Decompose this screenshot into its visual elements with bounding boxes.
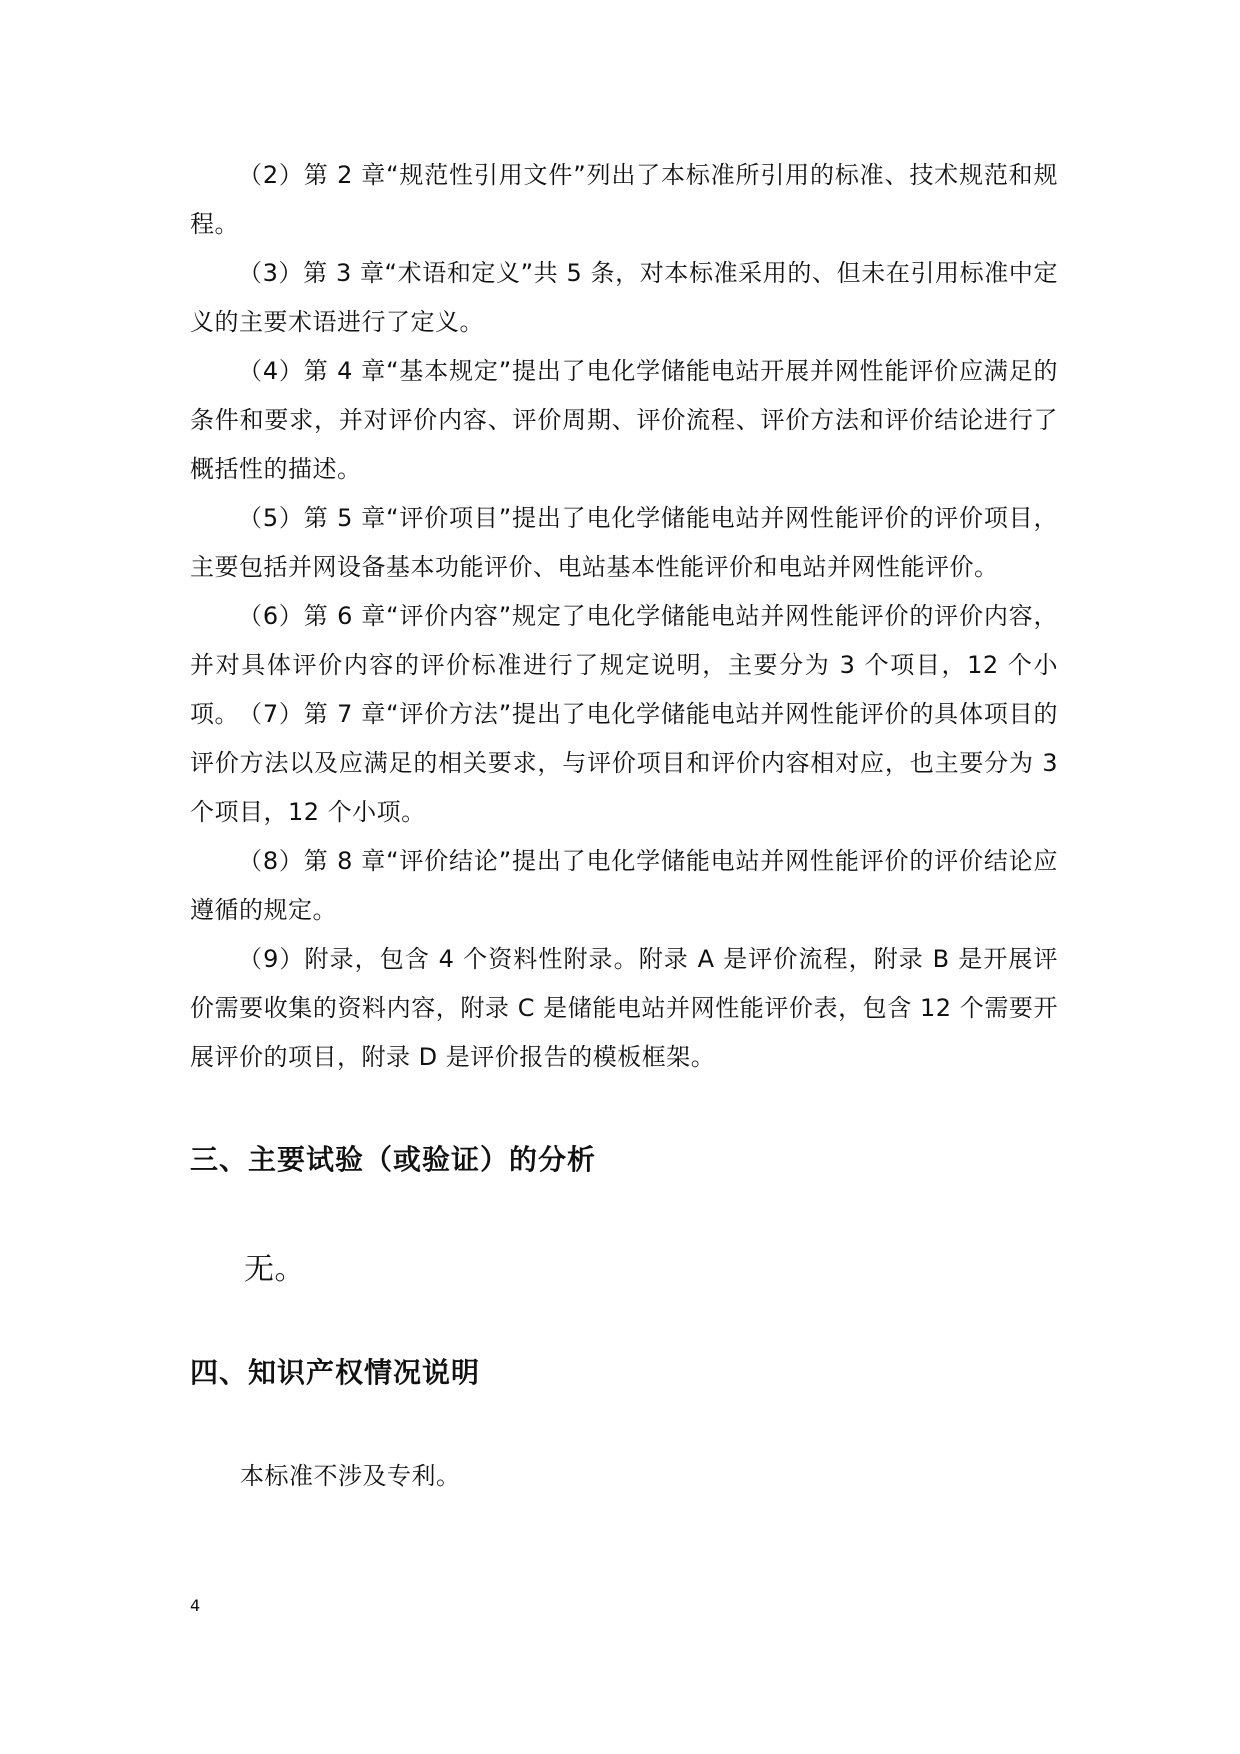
section-3-heading: 三、主要试验（或验证）的分析 [190, 1143, 597, 1176]
paragraph-chapter-2: （2）第 2 章“规范性引用文件”列出了本标准所引用的标准、技术规范和规程。 [190, 161, 1058, 238]
page-number: 4 [190, 1596, 201, 1615]
paragraph-appendix: （9）附录，包含 4 个资料性附录。附录 A 是评价流程，附录 B 是开展评价需要收集的资料内容，附录 C 是储能电站并网性能评价表，包含 12 个需要开展评价的项目，附录 D 是评价报告的模板框架。 [190, 945, 1058, 1071]
paragraph-chapter-3: （3）第 3 章“术语和定义”共 5 条，对本标准采用的、但未在引用标准中定义的主要术语进行了定义。 [190, 259, 1058, 336]
paragraph-chapter-4: （4）第 4 章“基本规定”提出了电化学储能电站开展并网性能评价应满足的条件和要求，并对评价内容、评价周期、评价流程、评价方法和评价结论进行了概括性的描述。 [190, 357, 1058, 483]
paragraph-chapter-8: （8）第 8 章“评价结论”提出了电化学储能电站并网性能评价的评价结论应遵循的规定。 [190, 847, 1058, 924]
paragraph-chapter-7: （7）第 7 章“评价方法”提出了电化学储能电站并网性能评价的具体项目的评价方法以及应满足的相关要求，与评价项目和评价内容相对应，也主要分为 3 个项目，12 个小项。 [190, 700, 1058, 826]
paragraph-chapter-6: （6）第 6 章“评价内容”规定了电化学储能电站并网性能评价的评价内容，并对具体评价内容的评价标准进行了规定说明，主要分为 3 个项目，12 个小项。 [190, 602, 1058, 728]
paragraph-chapter-5: （5）第 5 章“评价项目”提出了电化学储能电站并网性能评价的评价项目，主要包括并网设备基本功能评价、电站基本性能评价和电站并网性能评价。 [190, 504, 1058, 581]
section-4-heading: 四、知识产权情况说明 [190, 1356, 481, 1389]
section-3-content: 无。 [244, 1252, 305, 1287]
section-4-content: 本标准不涉及专利。 [240, 1462, 461, 1490]
